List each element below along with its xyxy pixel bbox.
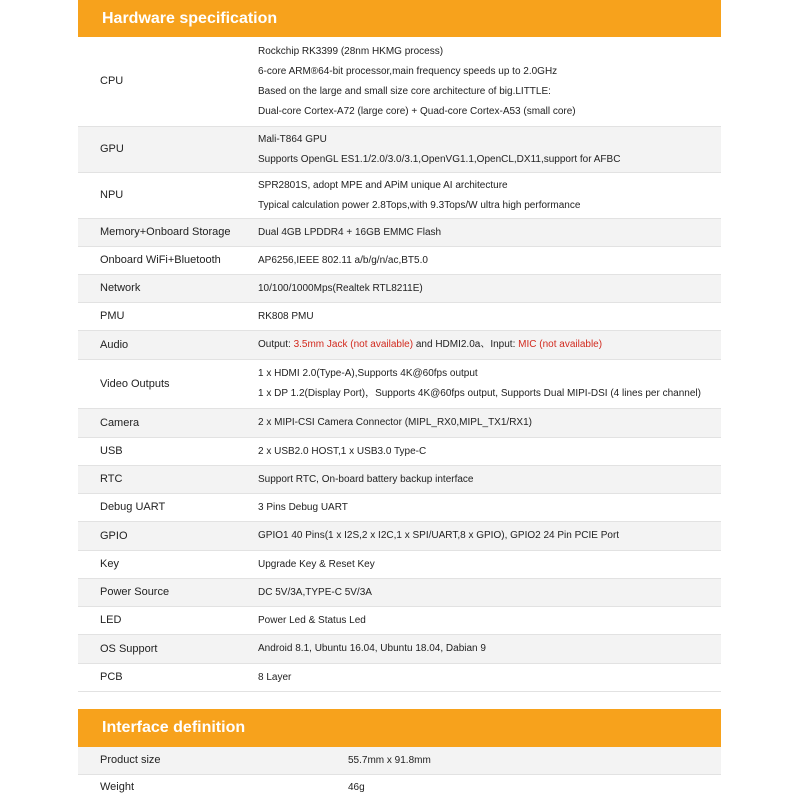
spec-label: CPU xyxy=(100,75,124,87)
spec-label: RTC xyxy=(100,473,123,485)
spec-label: Camera xyxy=(100,416,140,429)
spec-row-key xyxy=(78,551,721,579)
interface-row-weight xyxy=(78,775,721,800)
spec-label: PCB xyxy=(100,671,123,683)
spec-label: PMU xyxy=(100,310,125,322)
spec-value: 3 Pins Debug UART xyxy=(258,501,348,513)
spec-value: Dual 4GB LPDDR4 + 16GB EMMC Flash xyxy=(258,226,442,238)
spec-row-pcb xyxy=(78,664,721,692)
spec-value: 8 Layer xyxy=(258,671,292,683)
spec-value xyxy=(258,42,721,122)
spec-label: Network xyxy=(100,282,141,294)
spec-row-wifi-bluetooth xyxy=(78,247,721,275)
spec-value: Upgrade Key & Reset Key xyxy=(258,558,375,570)
hardware-section-title: Hardware specification xyxy=(102,9,278,27)
spec-label: Audio xyxy=(100,338,129,351)
spec-row-gpu xyxy=(78,127,721,173)
spec-value: 2 x MIPI-CSI Camera Connector (MIPL_RX0,MIPL_TX1/RX1) xyxy=(258,417,532,428)
spec-label: Onboard WiFi+Bluetooth xyxy=(100,254,221,266)
spec-row-cpu xyxy=(78,37,721,127)
spec-value-line: Typical calculation power 2.8Tops,with 9.3Tops/W ultra high performance xyxy=(258,199,581,211)
spec-row-os-support xyxy=(78,635,721,664)
spec-label: NPU xyxy=(100,189,124,201)
spec-row-usb xyxy=(78,438,721,466)
spec-value-line: SPR2801S, adopt MPE and APiM unique AI architecture xyxy=(258,179,508,191)
audio-output-prefix: Output: xyxy=(258,339,294,350)
spec-label: GPU xyxy=(100,143,124,155)
interface-value: 46g xyxy=(348,781,365,793)
spec-value-line: Rockchip RK3399 (28nm HKMG process) xyxy=(258,45,444,57)
spec-value-line: 6-core ARM®64-bit processor,main frequency speeds up to 2.0GHz xyxy=(258,65,558,77)
spec-value-line: 1 x HDMI 2.0(Type-A),Supports 4K@60fps output xyxy=(258,368,478,379)
spec-row-memory xyxy=(78,219,721,247)
spec-value xyxy=(258,176,721,216)
spec-label: Debug UART xyxy=(100,501,166,513)
spec-row-audio xyxy=(78,331,721,360)
interface-section-header xyxy=(78,709,721,747)
spec-value xyxy=(258,364,721,404)
spec-row-debug-uart xyxy=(78,494,721,522)
spec-label: LED xyxy=(100,614,122,626)
spec-value-line: Based on the large and small size core architecture of big.LITTLE: xyxy=(258,85,551,97)
interface-label: Weight xyxy=(100,781,135,793)
spec-value: DC 5V/3A,TYPE-C 5V/3A xyxy=(258,586,372,598)
spec-value-line: Mali-T864 GPU xyxy=(258,133,327,145)
spec-row-network xyxy=(78,275,721,303)
interface-spec-table xyxy=(78,747,721,800)
spec-value: Power Led & Status Led xyxy=(258,614,366,626)
interface-section-title: Interface definition xyxy=(102,719,246,736)
spec-row-pmu xyxy=(78,303,721,331)
spec-row-led xyxy=(78,607,721,635)
spec-label: Key xyxy=(100,558,119,570)
hardware-spec-table xyxy=(78,37,721,692)
spec-row-camera xyxy=(78,409,721,438)
spec-label: USB xyxy=(100,445,123,457)
audio-mic-unavailable: MIC (not available) xyxy=(518,339,603,350)
spec-value: GPIO1 40 Pins(1 x I2S,2 x I2C,1 x SPI/UART,8 x GPIO), GPIO2 24 Pin PCIE Port xyxy=(258,530,620,541)
hardware-section-header xyxy=(78,0,721,37)
spec-value: AP6256,IEEE 802.11 a/b/g/n/ac,BT5.0 xyxy=(258,254,428,266)
spec-row-power-source xyxy=(78,579,721,607)
spec-value-line: 1 x DP 1.2(Display Port)，Supports 4K@60fps output, Supports Dual MIPI-DSI (4 lines per channel) xyxy=(258,388,701,399)
spec-value-line: Supports OpenGL ES1.1/2.0/3.0/3.1,OpenVG1.1,OpenCL,DX11,support for AFBC xyxy=(258,153,621,165)
spec-value-line: Dual-core Cortex-A72 (large core) + Quad-core Cortex-A53 (small core) xyxy=(258,105,576,117)
spec-label: Power Source xyxy=(100,586,170,598)
audio-hdmi-input-prefix: and HDMI2.0a、Input: xyxy=(413,339,519,350)
spec-value xyxy=(258,130,721,170)
audio-jack-unavailable: 3.5mm Jack (not available) xyxy=(293,339,414,350)
interface-row-product-size xyxy=(78,747,721,775)
spec-row-gpio xyxy=(78,522,721,551)
spec-value xyxy=(258,340,721,350)
spec-row-video-outputs xyxy=(78,360,721,409)
spec-label: Video Outputs xyxy=(100,377,170,390)
spec-label: OS Support xyxy=(100,642,158,655)
spec-label: GPIO xyxy=(100,529,128,542)
spec-value: Support RTC, On-board battery backup interface xyxy=(258,473,474,485)
spec-value: 10/100/1000Mps(Realtek RTL8211E) xyxy=(258,282,423,294)
spec-label: Memory+Onboard Storage xyxy=(100,226,231,238)
spec-value: RK808 PMU xyxy=(258,310,314,322)
interface-value: 55.7mm x 91.8mm xyxy=(348,754,431,766)
interface-label: Product size xyxy=(100,754,161,766)
spec-row-rtc xyxy=(78,466,721,494)
spec-value: 2 x USB2.0 HOST,1 x USB3.0 Type-C xyxy=(258,445,427,457)
spec-row-npu xyxy=(78,173,721,219)
spec-value: Android 8.1, Ubuntu 16.04, Ubuntu 18.04, Dabian 9 xyxy=(258,643,486,654)
